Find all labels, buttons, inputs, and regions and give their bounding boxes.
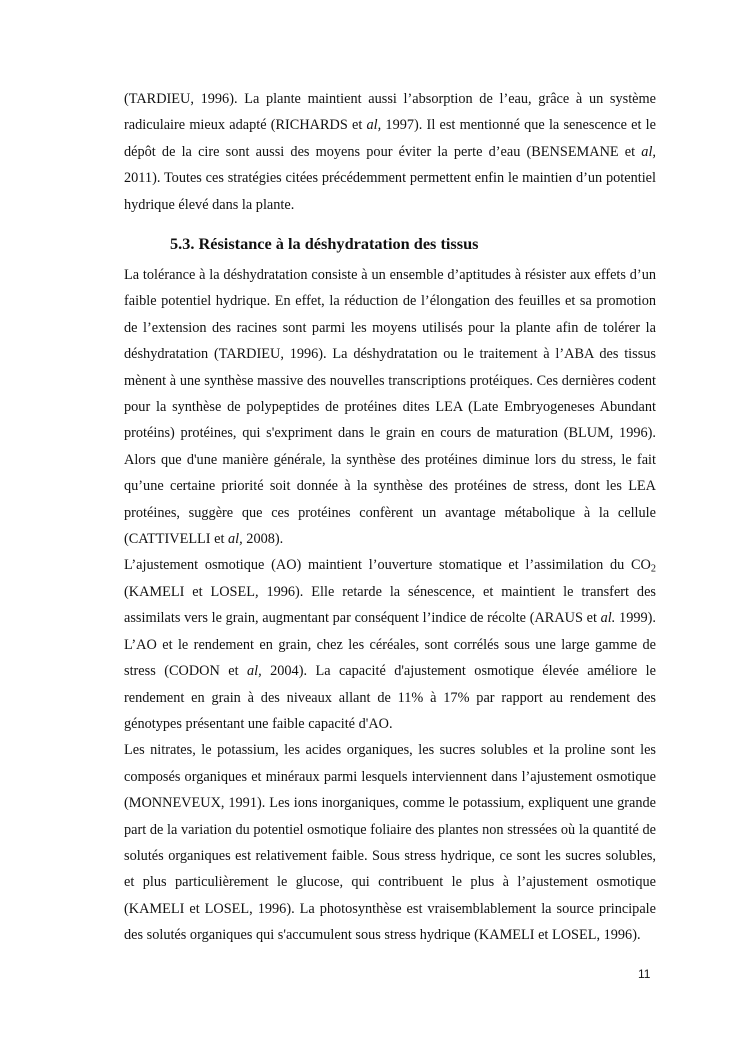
intro-paragraph	[124, 86, 656, 218]
italic-text: al,	[228, 531, 243, 548]
paragraph-osmotic-adjustment	[124, 552, 656, 737]
text-run: La tolérance à la déshydratation consiste à un ensemble d’aptitudes à résister aux effets d’un faible potentiel hydrique. En effet, la réduction de l’élongation des feuilles et sa promotion de l’extension des racines sont parmi les moyens utilisés pour la plante afin de tolérer la déshydratation (TARDIEU, 1996). La déshydratation ou le traitement à l’ABA des tissus mènent à une synthèse massive des nouvelles transcriptions protéiques. Ces dernières codent pour la synthèse de polypeptides de protéines dites LEA (Late Embryogeneses Abundant protéins) protéines, qui s'expriment dans le grain en cours de maturation (BLUM, 1996). Alors que d'une manière générale, la synthèse des protéines diminue lors du stress, le fait qu’une certaine priorité soit donnée à la synthèse des protéines de stress, dont les LEA protéines, suggère que ces protéines confèrent un avantage métabolique à la cellule (CATTIVELLI et	[124, 267, 656, 548]
text-run: L’ajustement osmotique (AO) maintient l’ouverture stomatique et l’assimilation du CO	[124, 557, 651, 574]
italic-text: al,	[641, 143, 656, 160]
text-run: 1997). Il est mentionné que la senescence et le dépôt de la cire sont aussi des moyens pour éviter la perte d’eau (BENSEMANE et	[124, 117, 657, 160]
paragraph-dehydration-tolerance	[124, 262, 656, 552]
section-heading: 5.3. Résistance à la déshydratation des tissus	[170, 234, 479, 253]
italic-text: ,	[254, 583, 259, 600]
italic-text: al,	[366, 117, 382, 134]
text-run: (KAMELI et LOSEL	[124, 583, 255, 600]
text-run: 2004). La capacité d'ajustement osmotique élevée améliore le rendement en grain à des niveaux allant de 11% à 17% par rapport au rendement des génotypes présentant une faible capacité d'AO.	[124, 663, 656, 732]
section-body	[124, 262, 656, 949]
text-run: 1996). Elle retarde la sénescence, et maintient le transfert des assimilats vers le grain, augmentant par conséquent l’indice de récolte (ARAUS et	[124, 583, 656, 627]
text-run: 2008).	[242, 531, 284, 548]
text-run: Les nitrates, le potassium, les acides organiques, les sucres solubles et la proline sont les composés organiques et minéraux parmi lesquels interviennent dans l’ajustement osmotique (MONNEVEUX, 1991). Les ions inorganiques, comme le potassium, expliquent une grande part de la variation du potentiel osmotique foliaire des plantes non stressées où la quantité de solutés organiques est relativement faible. Sous stress hydrique, ce sont les sucres solubles, et plus particulièrement le glucose, qui contribuent le plus à l’ajustement osmotique (KAMELI et LOSEL, 1996). La photosynthèse est vraisemblablement la source principale des solutés organiques qui s'accumulent sous stress hydrique (KAMELI et LOSEL, 1996).	[124, 742, 656, 944]
italic-text: al,	[246, 663, 262, 680]
text-run: 1999). L’AO et le rendement en grain, chez les céréales, sont corrélés sous une large gamme de stress (CODON et	[124, 610, 656, 680]
italic-text: al.	[600, 610, 616, 627]
text-run: (TARDIEU, 1996). La plante maintient aussi l’absorption de l’eau, grâce à un système radiculaire mieux adapté (RICHARDS et	[124, 91, 656, 134]
subscript-text: 2	[650, 564, 656, 576]
intro-block	[124, 86, 656, 218]
paragraph-osmotic-solutes	[124, 737, 656, 948]
page-number: 11	[638, 967, 651, 981]
text-run: 2011). Toutes ces stratégies citées précédemment permettent enfin le maintien d’un potentiel hydrique élevé dans la plante.	[124, 170, 656, 213]
